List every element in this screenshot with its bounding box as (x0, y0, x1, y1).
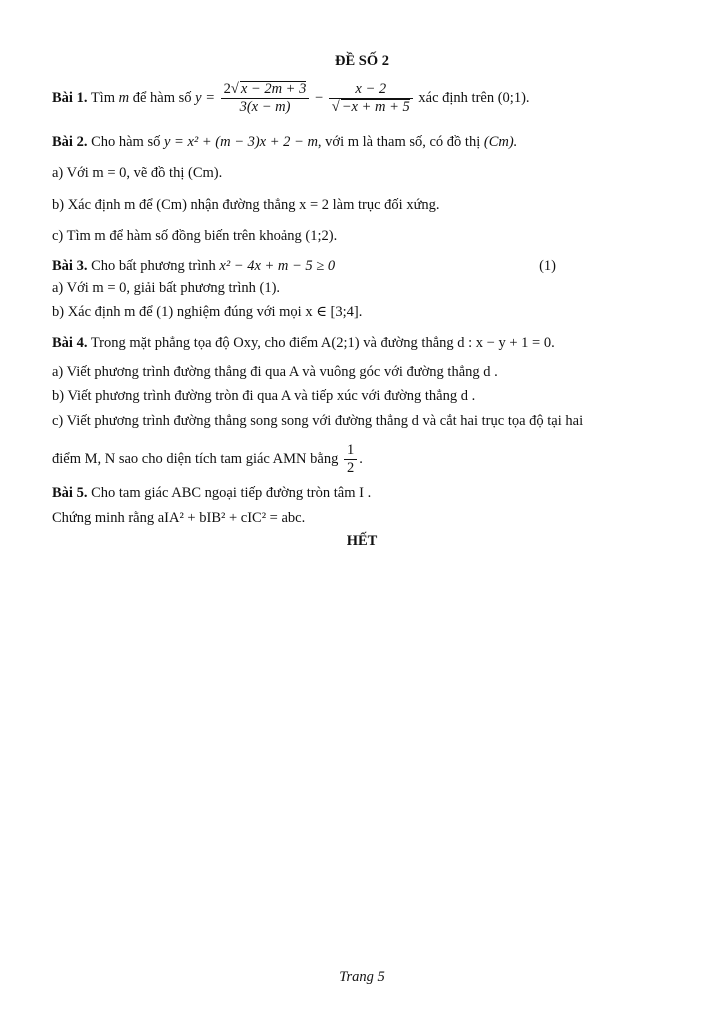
bai4-intro: Trong mặt phẳng tọa độ Oxy, cho điểm A(2;1) và đường thẳng d : x − y + 1 = 0. (90, 335, 555, 351)
bai3-label: Bài 3. (52, 258, 88, 274)
frac1-coef: 2 (223, 81, 231, 98)
bai4-label: Bài 4. (52, 335, 88, 351)
bai4-c2-after: . (359, 451, 363, 467)
bai1-line (52, 78, 684, 118)
bai4-a: a) Viết phương trình đường thẳng đi qua A và vuông góc với đường thẳng d . (52, 364, 498, 380)
frac2-sqrt: −x + m + 5 (341, 99, 410, 116)
bai4-c2-before: điểm M, N sao cho diện tích tam giác AMN bằng (52, 451, 339, 467)
bai3-formula: x² − 4x + m − 5 ≥ 0 (219, 258, 336, 274)
page-title: ĐỀ SỐ 2 (335, 53, 389, 69)
bai1-text-after: xác định trên (418, 90, 495, 106)
bai5-label: Bài 5. (52, 485, 88, 501)
bai2-tail: , với m là tham số, có đồ thị (317, 134, 481, 150)
bai2-graph: (Cm). (483, 134, 518, 150)
end-marker: HẾT (346, 533, 378, 549)
frac2-num: x − 2 (329, 81, 413, 99)
bai2-b: b) Xác định m để (Cm) nhận đường thẳng x = 2 làm trục đối xứng. (52, 197, 440, 213)
bai1-fraction-2: $\frac{x - 2}{√ -x + m + 5}$ (329, 81, 413, 116)
bai2-intro: Cho hàm số (91, 134, 161, 150)
bai3-a: a) Với m = 0, giải bất phương trình (1). (52, 280, 281, 296)
bai1-label: Bài 1. (52, 90, 88, 106)
bai3-line (52, 257, 684, 275)
page-footer: Trang 5 (339, 969, 385, 985)
bai3-intro: Cho bất phương trình (91, 258, 216, 274)
bai1-var-m: m (118, 90, 130, 106)
bai5-line (52, 484, 684, 502)
bai5-intro: Cho tam giác ABC ngoại tiếp đường tròn tâm I . (91, 485, 372, 501)
bai4-b: b) Viết phương trình đường tròn đi qua A và tiếp xúc với đường thẳng d . (52, 388, 476, 404)
bai4-frac-den: 2 (346, 460, 355, 477)
bai3-tag: (1) (539, 258, 556, 274)
bai3-b: b) Xác định m để (1) nghiệm đúng với mọi x ∈ [3;4]. (52, 304, 363, 320)
bai4-line (52, 334, 684, 352)
bai1-minus: − (314, 90, 324, 106)
bai1-text-mid: để hàm số (132, 90, 192, 106)
bai4-frac-num: 1 (344, 442, 357, 460)
bai1-text-before: Tìm (90, 90, 115, 106)
bai1-interval: (0;1). (497, 90, 530, 106)
bai1-y-eq: y = (195, 90, 216, 106)
frac1-den: 3(x − m) (239, 99, 291, 116)
bai2-formula: y = x² + (m − 3)x + 2 − m (163, 134, 318, 150)
bai4-fraction (344, 442, 357, 477)
bai2-label: Bài 2. (52, 134, 88, 150)
bai2-c: c) Tìm m để hàm số đồng biến trên khoảng (1;2). (52, 228, 338, 244)
bai1-fraction-1: $\frac{2√ x - 2m + 3}{3(x - m)}$ (221, 81, 310, 116)
bai5-line2: Chứng minh rằng aIA² + bIB² + cIC² = abc. (52, 510, 306, 526)
bai4-c1: c) Viết phương trình đường thẳng song song với đường thẳng d và cắt hai trục tọa độ tại hai (52, 413, 584, 429)
bai2-a: a) Với m = 0, vẽ đồ thị (Cm). (52, 165, 223, 181)
bai2-line (52, 133, 684, 151)
bai4-c2 (52, 440, 684, 478)
frac1-sqrt: x − 2m + 3 (240, 81, 307, 98)
